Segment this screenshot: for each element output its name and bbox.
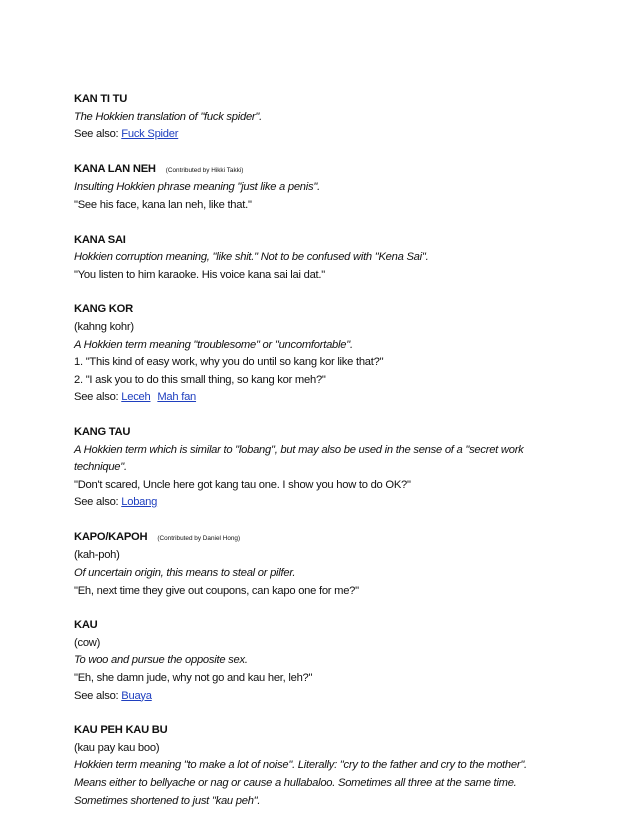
entry-heading: KANA LAN NEH [74,162,156,175]
see-also [74,389,574,407]
entry-heading: KAN TI TU [74,93,128,105]
entry-heading: KAU PEH KAU BU [74,724,168,737]
entry-pronunciation: (kau pay kau boo) [74,741,160,754]
see-also [74,126,574,144]
link-fuck-spider[interactable]: Fuck Spider [121,128,179,141]
entry-example: 2. "I ask you to do this small thing, so kang kor meh?" [74,373,326,386]
entry-kang-tau [74,424,574,512]
entry-heading: KAPO/KAPOH [74,530,148,543]
entry-pronunciation: (kahng kohr) [74,320,134,333]
entry-definition: The Hokkien translation of "fuck spider". [74,110,262,123]
entry-pronunciation: (kah-poh) [74,549,120,562]
entry-definition: Of uncertain origin, this means to steal or pilfer. [74,567,296,580]
see-also-label: See also: [74,391,119,404]
entry-example: "You listen to him karaoke. His voice kana sai lai dat." [74,268,325,281]
entry-heading-row [74,161,574,180]
see-also-label: See also: [74,496,119,509]
entry-kana-sai [74,232,574,285]
entry-kana-lan-neh [74,161,574,215]
entry-definition: Sometimes shortened to just "kau peh". [74,794,261,807]
entry-heading-row [74,529,574,548]
entry-example: "See his face, kana lan neh, like that." [74,198,252,211]
link-leceh[interactable]: Leceh [121,391,151,404]
entry-definition: A Hokkien term meaning "troublesome" or "uncomfortable". [74,338,353,351]
contributor-note: (Contributed by Daniel Hong) [157,534,241,542]
entry-definition: Hokkien corruption meaning, "like shit." Not to be confused with "Kena Sai". [74,251,429,264]
link-lobang[interactable]: Lobang [121,496,158,509]
entry-kang-kor [74,301,574,407]
entry-kau [74,617,574,705]
see-also-label: See also: [74,128,119,141]
link-mah-fan[interactable]: Mah fan [157,391,197,404]
entry-pronunciation: (cow) [74,636,101,649]
entry-example: 1. "This kind of easy work, why you do until so kang kor like that?" [74,356,384,369]
entry-kau-peh-kau-bu [74,722,574,810]
entry-example: "Eh, she damn jude, why not go and kau her, leh?" [74,672,313,685]
see-also-label: See also: [74,689,119,702]
entry-example: "Eh, next time they give out coupons, can kapo one for me?" [74,584,359,597]
entry-definition: Hokkien term meaning "to make a lot of noise". Literally: "cry to the father and cry to the mother". [74,759,527,772]
see-also [74,688,574,706]
contributor-note: (Contributed by Hikki Takki) [165,166,244,174]
entry-heading: KANG TAU [74,425,131,438]
entry-kan-ti-tu [74,91,574,144]
entry-kapo-kapoh [74,529,574,600]
link-buaya[interactable]: Buaya [121,689,152,702]
entry-definition: A Hokkien term which is similar to "lobang", but may also be used in the sense of a "secret work technique". [74,443,524,474]
entry-heading: KAU [74,619,98,632]
entry-definition: Insulting Hokkien phrase meaning "just like a penis". [74,181,320,194]
entry-heading: KANG KOR [74,303,133,316]
dictionary-page [74,91,574,827]
entry-heading: KANA SAI [74,233,126,246]
entry-example: "Don't scared, Uncle here got kang tau one. I show you how to do OK?" [74,478,411,491]
entry-definition: Means either to bellyache or nag or cause a hullabaloo. Sometimes all three at the same time. [74,777,517,789]
see-also [74,494,574,512]
entry-definition: To woo and pursue the opposite sex. [74,654,248,667]
